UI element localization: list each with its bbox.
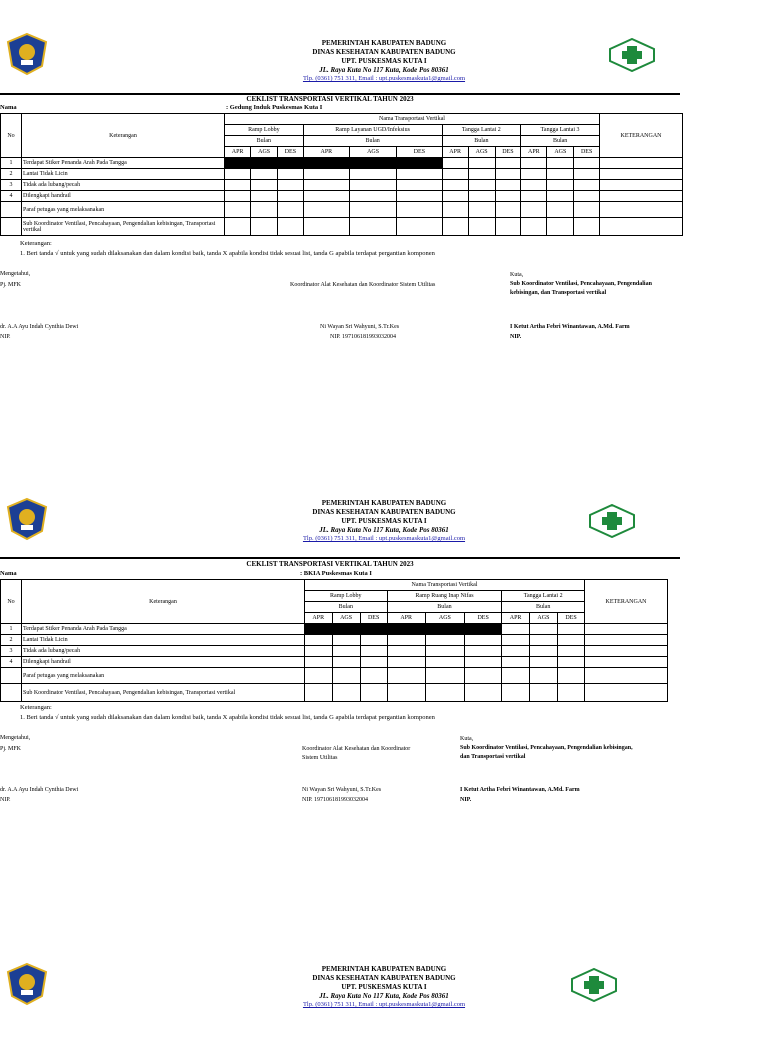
col-keterangan-item: Keterangan: [22, 114, 225, 158]
sig2-nip2: NIP. 197106181993032004: [302, 797, 369, 803]
check-cell[interactable]: [495, 158, 521, 169]
month-header: APR: [502, 613, 530, 624]
note-cell[interactable]: [600, 158, 683, 169]
row-label: Sub Koordinator Ventilasi, Pencahayaan, Pengendalian kebisingan, Transportasi vertikal: [22, 684, 305, 702]
sig2-pj: Pj. MFK: [0, 746, 22, 752]
header-line3: UPT. PUSKESMAS KUTA I: [341, 983, 427, 991]
table-row: [1, 169, 683, 180]
header-contact-link[interactable]: Tlp. (0361) 751 311, Email : upt.puskesmaskuta1@gmail.com: [302, 1001, 466, 1008]
table-row: [1, 158, 683, 169]
header-line2: DINAS KESEHATAN KABUPATEN BADUNG: [312, 48, 456, 56]
month-header: APR: [387, 613, 425, 624]
row-no: 1: [1, 624, 22, 635]
row-no: 4: [1, 657, 22, 668]
sig2-name3: I Ketut Artha Febri Winantawan, A.Md. Farm: [460, 787, 580, 793]
sig1-nip2: NIP. 197106181993032004: [330, 334, 397, 340]
sig2-subkoord: Sub Koordinator Ventilasi, Pencahayaan, Pengendalian kebisingan, dan Transportasi vertikal: [460, 745, 633, 760]
check-cell[interactable]: [360, 624, 387, 635]
month-header: DES: [397, 147, 442, 158]
puskesmas-logo-icon: [570, 968, 618, 1007]
table-row: [1, 646, 668, 657]
sig1-koordinator: Koordinator Alat Kesehatan dan Koordinator Sistem Utilitas: [290, 282, 436, 288]
sig2-nip1: NIP.: [0, 797, 11, 803]
sig1-name1: dr. A.A Ayu Indah Cynthia Dewi: [0, 324, 79, 330]
transport-header: Ramp Layanan UGD/Infeksius: [303, 125, 442, 136]
table-row: [1, 624, 668, 635]
col-group: Nama Transportasi Vertikal: [305, 580, 585, 591]
bulan-header: Bulan: [442, 136, 521, 147]
month-header: AGS: [349, 147, 396, 158]
month-header: AGS: [547, 147, 574, 158]
form1-note-text: 1. Beri tanda √ untuk yang sudah dilaksanakan dan dalam kondisi baik, tanda X apabila kondisi tidak sesuai list, tanda G apabila terdapat pergantian komponen: [20, 250, 435, 257]
form1-nama-label: Nama: [0, 104, 17, 111]
bulan-header: Bulan: [387, 602, 502, 613]
sig1-mengetahui: Mengetahui,: [0, 271, 31, 277]
check-cell[interactable]: [349, 158, 396, 169]
bulan-header: Bulan: [521, 136, 600, 147]
month-header: AGS: [468, 147, 495, 158]
month-header: APR: [442, 147, 468, 158]
row-no: 3: [1, 180, 22, 191]
month-header: AGS: [529, 613, 557, 624]
sig1-subkoord: Sub Koordinator Ventilasi, Pencahayaan, Pengendalian kebisingan, dan Transportasi vertikal: [510, 281, 652, 296]
form2-nama-value: : BKIA Puskesmas Kuta I: [300, 570, 372, 577]
sig2-mengetahui: Mengetahui,: [0, 735, 31, 741]
row-label: Sub Koordinator Ventilasi, Pencahayaan, Pengendalian kebisingan, Transportasi vertikal: [22, 218, 225, 236]
month-header: APR: [521, 147, 547, 158]
transport-header: Ramp Lobby: [225, 125, 304, 136]
sig1-name3: I Ketut Artha Febri Winantawan, A.Md. Farm: [510, 324, 630, 330]
form1-note-label: Keterangan:: [20, 240, 52, 247]
header-line4: JL. Raya Kuta No 117 Kuta, Kode Pos 80361: [319, 66, 449, 74]
row-label: Dilengkapi handrail: [22, 191, 225, 202]
check-cell[interactable]: [397, 158, 442, 169]
row-label: Lantai Tidak Licin: [22, 635, 305, 646]
check-cell[interactable]: [574, 158, 600, 169]
badung-emblem-icon: [4, 497, 50, 546]
puskesmas-logo-icon: [588, 504, 636, 543]
sig2-name2: Ni Wayan Sri Wahyuni, S.Tr.Kes: [302, 787, 382, 793]
row-label: Terdapat Stiker Penanda Arah Pada Tangga: [22, 158, 225, 169]
form1-checklist-table: [0, 113, 683, 236]
header-line1: PEMERINTAH KABUPATEN BADUNG: [321, 499, 447, 507]
badung-emblem-icon: [4, 962, 50, 1011]
check-cell[interactable]: [332, 624, 360, 635]
header-contact-link[interactable]: Tlp. (0361) 751 311, Email : upt.puskesmaskuta1@gmail.com: [302, 75, 466, 82]
check-cell[interactable]: [502, 624, 530, 635]
month-header: DES: [278, 147, 304, 158]
header-line1: PEMERINTAH KABUPATEN BADUNG: [321, 39, 447, 47]
bulan-header: Bulan: [225, 136, 304, 147]
row-label: Paraf petugas yang melaksanakan: [22, 202, 225, 218]
sig1-nip3: NIP.: [510, 334, 522, 340]
check-cell[interactable]: [547, 158, 574, 169]
form2-nama-label: Nama: [0, 570, 17, 577]
month-header: DES: [360, 613, 387, 624]
transport-header: Tangga Lantai 2: [442, 125, 521, 136]
sig1-kuta: Kuta,: [510, 272, 524, 278]
row-label: Tidak ada lubang/pecah: [22, 180, 225, 191]
month-header: APR: [225, 147, 251, 158]
letterhead-3: [0, 962, 768, 1052]
transport-header: Ramp Ruang Inap Nifas: [387, 591, 502, 602]
header-line4: JL. Raya Kuta No 117 Kuta, Kode Pos 80361: [319, 992, 449, 1000]
col-keterangan-item: Keterangan: [22, 580, 305, 624]
header-divider-2: [0, 557, 680, 559]
row-label: Terdapat Stiker Penanda Arah Pada Tangga: [22, 624, 305, 635]
sig1-name2: Ni Wayan Sri Wahyuni, S.Tr.Kes: [320, 324, 400, 330]
bulan-header: Bulan: [305, 602, 388, 613]
month-header: DES: [495, 147, 521, 158]
transport-header: Tangga Lantai 2: [502, 591, 585, 602]
table-row: [1, 668, 668, 684]
month-header: DES: [464, 613, 501, 624]
row-label: Paraf petugas yang melaksanakan: [22, 668, 305, 684]
col-group: Nama Transportasi Vertikal: [225, 114, 600, 125]
header-contact-link[interactable]: Tlp. (0361) 751 311, Email : upt.puskesmaskuta1@gmail.com: [302, 535, 466, 542]
badung-emblem-icon: [4, 32, 50, 81]
sig2-nip3: NIP.: [460, 797, 472, 803]
form1-nama-value: : Gedung Induk Puskesmas Kuta I: [226, 104, 323, 111]
row-no: 1: [1, 158, 22, 169]
row-no: [1, 218, 22, 236]
check-cell[interactable]: [442, 158, 468, 169]
row-no: [1, 202, 22, 218]
sig2-kuta: Kuta,: [460, 736, 474, 742]
month-header: DES: [574, 147, 600, 158]
row-no: 4: [1, 191, 22, 202]
check-cell[interactable]: [464, 624, 501, 635]
col-no: No: [1, 114, 22, 158]
table-row: [1, 191, 683, 202]
sig2-name1: dr. A.A Ayu Indah Cynthia Dewi: [0, 787, 79, 793]
check-cell[interactable]: [305, 624, 333, 635]
col-keterangan: KETERANGAN: [600, 114, 683, 158]
form2-checklist-table: [0, 579, 668, 702]
row-no: [1, 668, 22, 684]
table-row: [1, 684, 668, 702]
form2-note-text: 1. Beri tanda √ untuk yang sudah dilaksanakan dan dalam kondisi baik, tanda X apabila kondisi tidak sesuai list, tanda G apabila terdapat pergantian komponen: [20, 714, 435, 721]
check-cell[interactable]: [251, 158, 278, 169]
header-line2: DINAS KESEHATAN KABUPATEN BADUNG: [312, 974, 456, 982]
sig1-nip1: NIP.: [0, 334, 11, 340]
month-header: AGS: [251, 147, 278, 158]
row-no: [1, 684, 22, 702]
check-cell[interactable]: [425, 624, 464, 635]
header-line3: UPT. PUSKESMAS KUTA I: [341, 57, 427, 65]
row-no: 2: [1, 635, 22, 646]
check-cell[interactable]: [387, 624, 425, 635]
row-label: Dilengkapi handrail: [22, 657, 305, 668]
row-label: Lantai Tidak Licin: [22, 169, 225, 180]
table-row: [1, 657, 668, 668]
sig2-koordinator: Koordinator Alat Kesehatan dan Koordinator Sistem Utilitas: [302, 746, 411, 761]
month-header: APR: [305, 613, 333, 624]
note-cell[interactable]: [585, 624, 668, 635]
row-no: 3: [1, 646, 22, 657]
form2-title: CEKLIST TRANSPORTASI VERTIKAL TAHUN 2023: [246, 560, 414, 568]
transport-header: Ramp Lobby: [305, 591, 388, 602]
check-cell[interactable]: [521, 158, 547, 169]
row-no: 2: [1, 169, 22, 180]
header-line3: UPT. PUSKESMAS KUTA I: [341, 517, 427, 525]
bulan-header: Bulan: [303, 136, 442, 147]
check-cell[interactable]: [303, 158, 349, 169]
check-cell[interactable]: [468, 158, 495, 169]
form1-title: CEKLIST TRANSPORTASI VERTIKAL TAHUN 2023: [246, 95, 414, 103]
form2-note-label: Keterangan:: [20, 704, 52, 711]
col-keterangan: KETERANGAN: [585, 580, 668, 624]
check-cell[interactable]: [529, 624, 557, 635]
table-row: [1, 635, 668, 646]
table-row: [1, 202, 683, 218]
col-no: No: [1, 580, 22, 624]
check-cell[interactable]: [558, 624, 585, 635]
letterhead-2: [0, 496, 768, 586]
month-header: DES: [558, 613, 585, 624]
table-row: [1, 180, 683, 191]
puskesmas-logo-icon: [608, 38, 656, 77]
row-label: Tidak ada lubang/pecah: [22, 646, 305, 657]
bulan-header: Bulan: [502, 602, 585, 613]
check-cell[interactable]: [225, 158, 251, 169]
transport-header: Tangga Lantai 3: [521, 125, 600, 136]
sig1-pj: Pj. MFK: [0, 282, 22, 288]
header-line1: PEMERINTAH KABUPATEN BADUNG: [321, 965, 447, 973]
table-row: [1, 218, 683, 236]
month-header: AGS: [332, 613, 360, 624]
header-line2: DINAS KESEHATAN KABUPATEN BADUNG: [312, 508, 456, 516]
check-cell[interactable]: [278, 158, 304, 169]
month-header: APR: [303, 147, 349, 158]
header-line4: JL. Raya Kuta No 117 Kuta, Kode Pos 80361: [319, 526, 449, 534]
month-header: AGS: [425, 613, 464, 624]
